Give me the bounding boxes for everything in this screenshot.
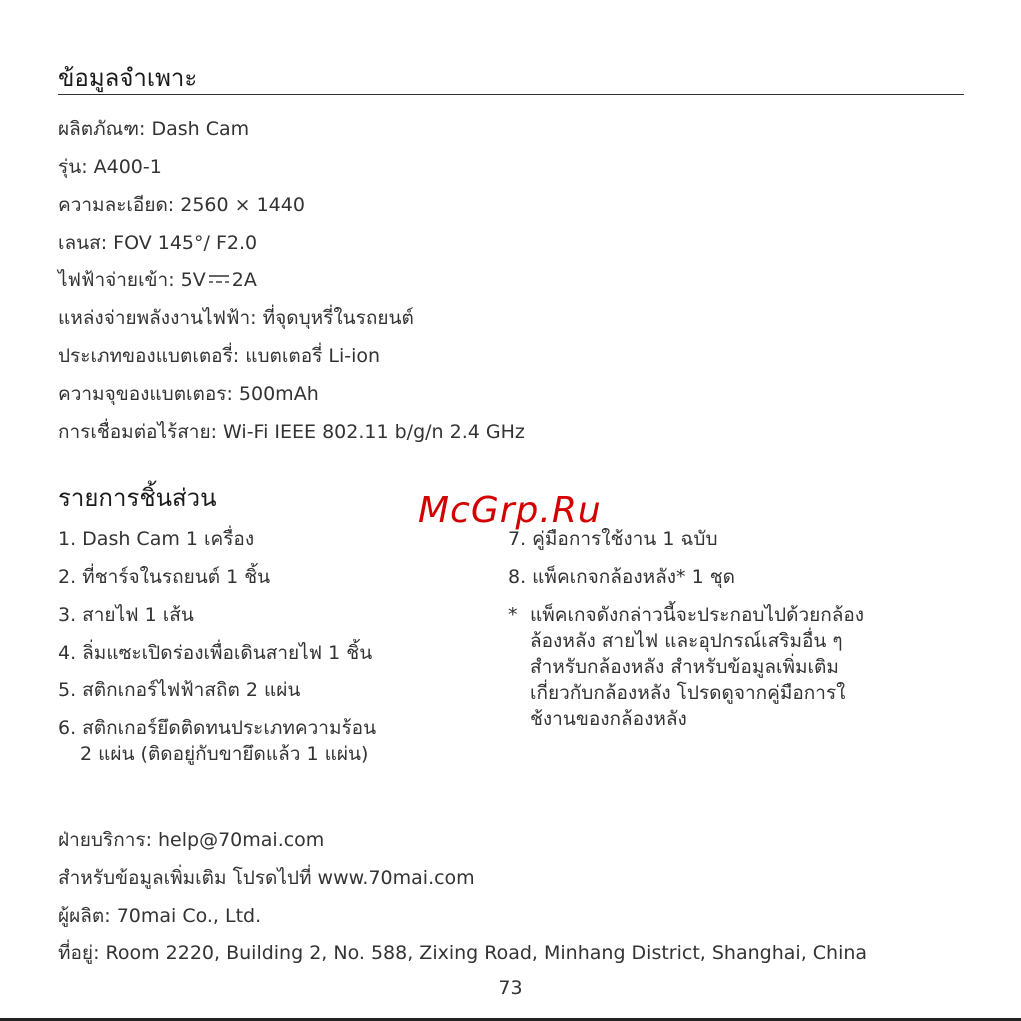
spec-model: รุ่น: A400-1 <box>58 156 162 178</box>
note-line-5: ช้งานของกล้องหลัง <box>530 708 687 730</box>
spec-power-current: 2A <box>231 269 257 291</box>
parts-item-6-cont: 2 แผ่น (ติดอยู่กับขายึดแล้ว 1 แผ่น) <box>80 743 369 765</box>
spec-resolution: ความละเอียด: 2560 × 1440 <box>58 194 305 216</box>
spec-power-input <box>58 269 257 291</box>
spec-lens: เลนส: FOV 145°/ F2.0 <box>58 232 258 254</box>
note-line-2: ล้องหลัง สายไฟ และอุปกรณ์เสริมอื่น ๆ <box>530 630 843 652</box>
parts-item-5: 5. สติกเกอร์ไฟฟ้าสถิต 2 แผ่น <box>58 679 301 701</box>
spec-battery-type: ประเภทของแบตเตอรี่: แบตเตอรี่ Li-ion <box>58 345 381 367</box>
dc-current-icon <box>208 274 230 284</box>
note-line-1: แพ็คเกจดังกล่าวนี้จะประกอบไปด้วยกล้อง <box>530 604 865 626</box>
spec-wireless: การเชื่อมต่อไร้สาย: Wi-Fi IEEE 802.11 b/g/n 2.4 GHz <box>58 421 525 443</box>
note-asterisk: * <box>508 604 518 626</box>
spec-power-input-label: ไฟฟ้าจ่ายเข้า: 5V <box>58 269 206 291</box>
page-number: 73 <box>498 977 523 999</box>
parts-item-6: 6. สติกเกอร์ยึดติดทนประเภทความร้อน <box>58 717 377 739</box>
contact-website: สำหรับข้อมูลเพิ่มเติม โปรดไปที่ www.70mai.com <box>58 867 475 889</box>
spec-battery-capacity: ความจุของแบตเตอร: 500mAh <box>58 383 319 405</box>
parts-heading: รายการชิ้นส่วน <box>58 484 217 512</box>
contact-address: ที่อยู่: Room 2220, Building 2, No. 588, Zixing Road, Minhang District, Shanghai, China <box>58 942 868 964</box>
parts-item-1: 1. Dash Cam 1 เครื่อง <box>58 528 255 550</box>
specs-heading: ข้อมูลจำเพาะ <box>58 64 198 92</box>
parts-item-8: 8. แพ็คเกจกล้องหลัง* 1 ชุด <box>508 566 735 588</box>
parts-item-7: 7. คู่มือการใช้งาน 1 ฉบับ <box>508 528 718 550</box>
note-line-3: สำหรับกล้องหลัง สำหรับข้อมูลเพิ่มเติม <box>530 656 839 678</box>
heading-divider <box>58 94 964 95</box>
spec-power-source: แหล่งจ่ายพลังงานไฟฟ้า: ที่จุดบุหรี่ในรถยนต์ <box>58 307 414 329</box>
parts-item-2: 2. ที่ชาร์จในรถยนต์ 1 ชิ้น <box>58 566 271 588</box>
parts-item-4: 4. ลิ่มแซะเปิดร่องเพื่อเดินสายไฟ 1 ชิ้น <box>58 642 373 664</box>
contact-service-email: ฝ่ายบริการ: help@70mai.com <box>58 829 325 851</box>
parts-item-3: 3. สายไฟ 1 เส้น <box>58 604 194 626</box>
watermark-logo: McGrp.Ru <box>418 490 602 531</box>
contact-manufacturer: ผู้ผลิต: 70mai Co., Ltd. <box>58 905 262 927</box>
spec-product: ผลิตภัณฑ: Dash Cam <box>58 118 250 140</box>
note-line-4: เกี่ยวกับกล้องหลัง โปรดดูจากคู่มือการใ <box>530 682 846 704</box>
